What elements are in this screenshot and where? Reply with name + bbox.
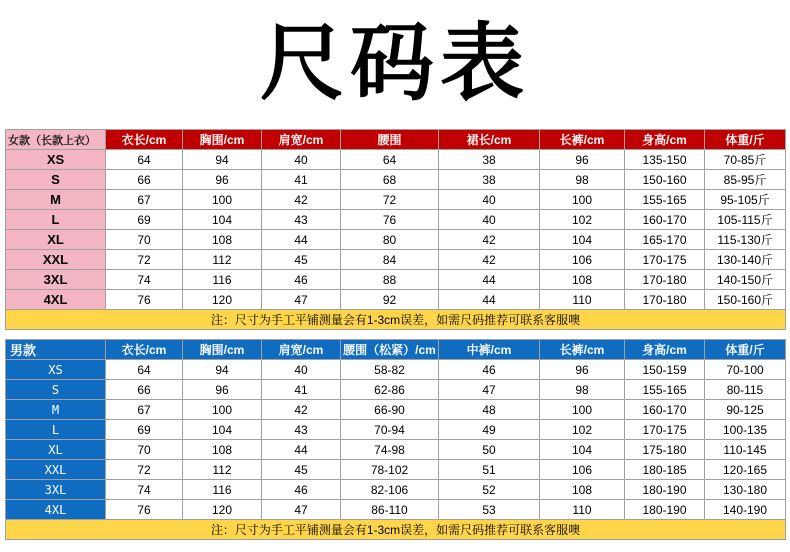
men-table-cell: 70-100 [705, 360, 786, 380]
men-table-cell: 116 [183, 480, 262, 500]
women-table-cell: 76 [341, 210, 439, 230]
women-size-label: S [6, 170, 106, 190]
men-column-header: 肩宽/cm [262, 340, 341, 360]
women-table-cell: 41 [262, 170, 341, 190]
men-table-row [6, 360, 786, 380]
women-table-cell: 135-150 [625, 150, 705, 170]
men-header-row [6, 340, 786, 360]
women-header-row [6, 130, 786, 150]
women-table-cell: 116 [183, 270, 262, 290]
men-table-cell: 47 [439, 380, 540, 400]
men-table-cell: 58-82 [341, 360, 439, 380]
men-column-header: 身高/cm [625, 340, 705, 360]
women-table-cell: 70 [106, 230, 183, 250]
men-table-cell: 78-102 [341, 460, 439, 480]
women-table-cell: 85-95斤 [705, 170, 786, 190]
men-table-cell: 180-190 [625, 480, 705, 500]
women-table-cell: 42 [439, 250, 540, 270]
women-table-cell: 170-180 [625, 290, 705, 310]
men-column-header: 腰围（松紧）/cm [341, 340, 439, 360]
men-size-label: XL [6, 440, 106, 460]
men-table-row [6, 420, 786, 440]
women-table-cell: 38 [439, 150, 540, 170]
men-table-cell: 180-190 [625, 500, 705, 520]
women-table-cell: 94 [183, 150, 262, 170]
men-table-cell: 110-145 [705, 440, 786, 460]
women-table-cell: 104 [183, 210, 262, 230]
men-size-label: S [6, 380, 106, 400]
women-table-cell: 69 [106, 210, 183, 230]
women-table-cell: 108 [183, 230, 262, 250]
men-table-row [6, 480, 786, 500]
men-table-cell: 180-185 [625, 460, 705, 480]
women-table-cell: 70-85斤 [705, 150, 786, 170]
women-size-label: L [6, 210, 106, 230]
women-table-cell: 84 [341, 250, 439, 270]
women-table-cell: 44 [439, 290, 540, 310]
men-table-cell: 45 [262, 460, 341, 480]
women-table-cell: 44 [262, 230, 341, 250]
men-table-cell: 98 [540, 380, 625, 400]
men-table-cell: 48 [439, 400, 540, 420]
men-size-label: 3XL [6, 480, 106, 500]
women-column-header: 体重/斤 [705, 130, 786, 150]
women-column-header: 身高/cm [625, 130, 705, 150]
women-table-cell: 112 [183, 250, 262, 270]
men-table-cell: 66 [106, 380, 183, 400]
men-table-cell: 175-180 [625, 440, 705, 460]
men-table-cell: 100-135 [705, 420, 786, 440]
women-table-cell: 104 [540, 230, 625, 250]
men-table-cell: 108 [183, 440, 262, 460]
men-table-cell: 110 [540, 500, 625, 520]
women-column-header: 腰围 [341, 130, 439, 150]
women-table-cell: 42 [262, 190, 341, 210]
men-table-cell: 90-125 [705, 400, 786, 420]
men-table-cell: 104 [183, 420, 262, 440]
men-table-cell: 44 [262, 440, 341, 460]
women-table-cell: 43 [262, 210, 341, 230]
women-table-cell: 100 [183, 190, 262, 210]
men-table-cell: 70-94 [341, 420, 439, 440]
men-table-cell: 72 [106, 460, 183, 480]
men-table-cell: 76 [106, 500, 183, 520]
women-table-cell: 38 [439, 170, 540, 190]
women-table-cell: 95-105斤 [705, 190, 786, 210]
women-table-cell: 72 [341, 190, 439, 210]
women-column-header: 肩宽/cm [262, 130, 341, 150]
women-table-cell: 170-180 [625, 270, 705, 290]
men-column-header: 男款 [6, 340, 106, 360]
women-table-cell: 108 [540, 270, 625, 290]
women-table-row [6, 150, 786, 170]
women-table-row [6, 270, 786, 290]
women-table-cell: 44 [439, 270, 540, 290]
women-table-cell: 80 [341, 230, 439, 250]
men-table-cell: 40 [262, 360, 341, 380]
men-size-label: L [6, 420, 106, 440]
men-table-cell: 66-90 [341, 400, 439, 420]
women-column-header: 衣长/cm [106, 130, 183, 150]
men-table-cell: 70 [106, 440, 183, 460]
men-table-cell: 140-190 [705, 500, 786, 520]
men-table-cell: 86-110 [341, 500, 439, 520]
men-table-cell: 80-115 [705, 380, 786, 400]
men-table-cell: 170-175 [625, 420, 705, 440]
women-table-cell: 110 [540, 290, 625, 310]
men-table-cell: 46 [439, 360, 540, 380]
women-table-row [6, 250, 786, 270]
men-table-cell: 120 [183, 500, 262, 520]
women-table-cell: 115-130斤 [705, 230, 786, 250]
men-table-cell: 100 [183, 400, 262, 420]
women-table-cell: 47 [262, 290, 341, 310]
women-table-cell: 76 [106, 290, 183, 310]
women-table-cell: 88 [341, 270, 439, 290]
women-table-cell: 160-170 [625, 210, 705, 230]
women-table-cell: 40 [439, 190, 540, 210]
women-size-label: XS [6, 150, 106, 170]
men-table-cell: 96 [540, 360, 625, 380]
women-table-cell: 120 [183, 290, 262, 310]
women-table-cell: 96 [540, 150, 625, 170]
men-table-cell: 104 [540, 440, 625, 460]
women-table-cell: 74 [106, 270, 183, 290]
men-column-header: 体重/斤 [705, 340, 786, 360]
women-table-cell: 42 [439, 230, 540, 250]
women-column-header: 胸围/cm [183, 130, 262, 150]
men-table-cell: 120-165 [705, 460, 786, 480]
women-table-cell: 45 [262, 250, 341, 270]
men-table-cell: 67 [106, 400, 183, 420]
women-table-cell: 102 [540, 210, 625, 230]
men-table-cell: 102 [540, 420, 625, 440]
women-table-cell: 64 [106, 150, 183, 170]
women-column-header: 长裤/cm [540, 130, 625, 150]
women-table-cell: 155-165 [625, 190, 705, 210]
women-table-cell: 165-170 [625, 230, 705, 250]
women-size-label: 3XL [6, 270, 106, 290]
men-table-cell: 42 [262, 400, 341, 420]
men-size-label: 4XL [6, 500, 106, 520]
women-size-label: M [6, 190, 106, 210]
women-table-row [6, 230, 786, 250]
women-table-cell: 105-115斤 [705, 210, 786, 230]
men-table-row [6, 380, 786, 400]
women-table-cell: 68 [341, 170, 439, 190]
men-table-cell: 108 [540, 480, 625, 500]
men-table-cell: 150-159 [625, 360, 705, 380]
women-table-body [6, 150, 786, 330]
men-table-cell: 106 [540, 460, 625, 480]
men-column-header: 衣长/cm [106, 340, 183, 360]
men-table-cell: 74 [106, 480, 183, 500]
men-column-header: 中裤/cm [439, 340, 540, 360]
women-table-cell: 40 [439, 210, 540, 230]
women-column-header: 裙长/cm [439, 130, 540, 150]
men-table-body [6, 360, 786, 540]
women-column-header: 女款（长款上衣） [6, 130, 106, 150]
women-note-row [6, 310, 786, 330]
men-table-cell: 69 [106, 420, 183, 440]
men-table-cell: 49 [439, 420, 540, 440]
women-table-cell: 67 [106, 190, 183, 210]
women-table-cell: 92 [341, 290, 439, 310]
women-table-cell: 100 [540, 190, 625, 210]
women-table-cell: 150-160斤 [705, 290, 786, 310]
men-table-row [6, 440, 786, 460]
men-table-cell: 43 [262, 420, 341, 440]
women-table-cell: 170-175 [625, 250, 705, 270]
men-table-cell: 130-180 [705, 480, 786, 500]
women-table-cell: 46 [262, 270, 341, 290]
women-table-cell: 140-150斤 [705, 270, 786, 290]
women-table-row [6, 210, 786, 230]
women-table-cell: 72 [106, 250, 183, 270]
women-table-row [6, 290, 786, 310]
men-measurement-note: 注：尺寸为手工平铺测量会有1-3cm误差，如需尺码推荐可联系客服噢 [6, 520, 786, 540]
women-size-table [5, 129, 786, 330]
men-table-cell: 155-165 [625, 380, 705, 400]
men-table-cell: 160-170 [625, 400, 705, 420]
men-table-cell: 41 [262, 380, 341, 400]
women-table-cell: 130-140斤 [705, 250, 786, 270]
women-table-cell: 66 [106, 170, 183, 190]
men-table-cell: 50 [439, 440, 540, 460]
men-note-row [6, 520, 786, 540]
women-table-cell: 150-160 [625, 170, 705, 190]
men-table-cell: 112 [183, 460, 262, 480]
women-table-cell: 98 [540, 170, 625, 190]
women-table-cell: 106 [540, 250, 625, 270]
men-table-cell: 74-98 [341, 440, 439, 460]
women-table-row [6, 170, 786, 190]
men-column-header: 胸围/cm [183, 340, 262, 360]
women-measurement-note: 注：尺寸为手工平铺测量会有1-3cm误差，如需尺码推荐可联系客服噢 [6, 310, 786, 330]
page-title: 尺码表 [259, 14, 530, 112]
men-table-row [6, 460, 786, 480]
women-table-cell: 96 [183, 170, 262, 190]
women-size-label: XL [6, 230, 106, 250]
men-table-cell: 51 [439, 460, 540, 480]
men-table-cell: 46 [262, 480, 341, 500]
men-size-label: XXL [6, 460, 106, 480]
men-table-cell: 94 [183, 360, 262, 380]
men-size-label: M [6, 400, 106, 420]
men-size-table [5, 339, 786, 540]
women-size-label: XXL [6, 250, 106, 270]
men-table-cell: 52 [439, 480, 540, 500]
men-table-cell: 100 [540, 400, 625, 420]
women-table-cell: 40 [262, 150, 341, 170]
men-size-label: XS [6, 360, 106, 380]
men-table-row [6, 400, 786, 420]
women-size-label: 4XL [6, 290, 106, 310]
men-table-cell: 47 [262, 500, 341, 520]
men-table-cell: 53 [439, 500, 540, 520]
men-table-row [6, 500, 786, 520]
men-column-header: 长裤/cm [540, 340, 625, 360]
men-table-cell: 62-86 [341, 380, 439, 400]
women-table-row [6, 190, 786, 210]
women-table-cell: 64 [341, 150, 439, 170]
men-table-cell: 64 [106, 360, 183, 380]
men-table-cell: 82-106 [341, 480, 439, 500]
men-table-cell: 96 [183, 380, 262, 400]
